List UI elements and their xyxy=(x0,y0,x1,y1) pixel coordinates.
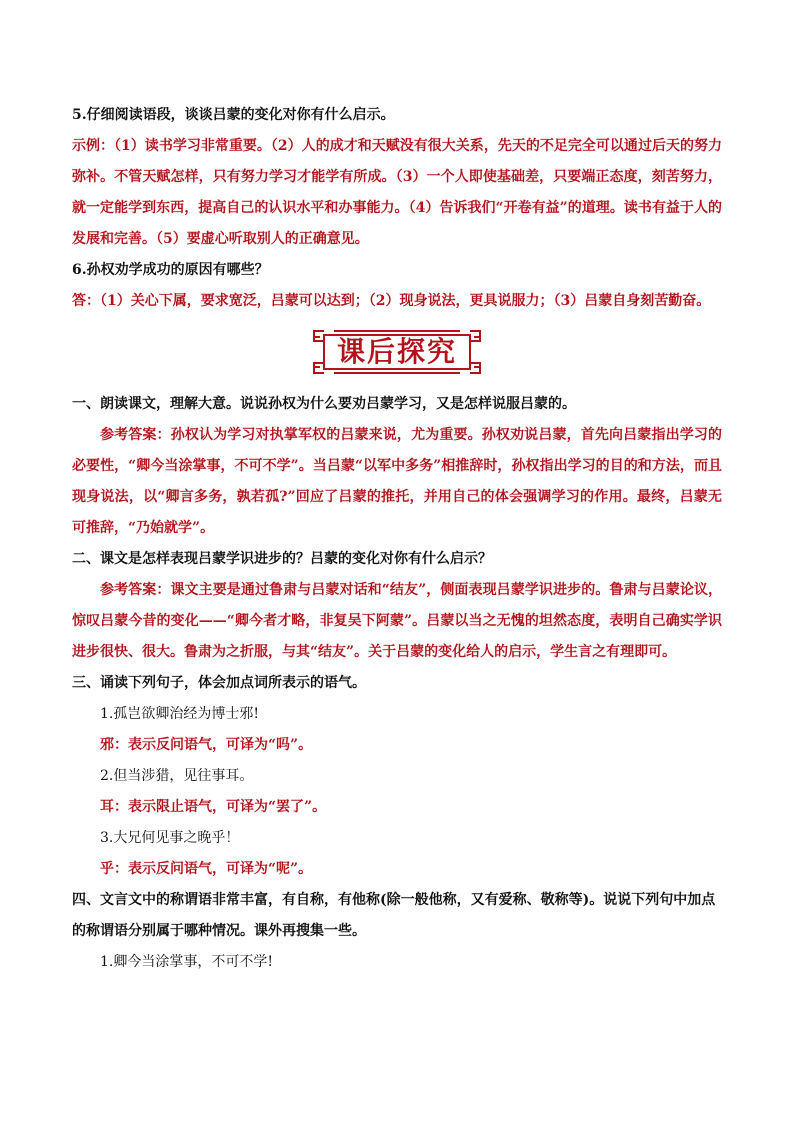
question-6-title: 6.孙权劝学成功的原因有哪些？ xyxy=(72,262,269,278)
document-page xyxy=(72,100,722,978)
section-3-sentence-2: 2.但当涉猎，见往事耳。 xyxy=(100,768,254,784)
banner-title: 课后探究 xyxy=(336,335,457,368)
section-3-sentence-3: 3.大兄何见事之晚乎！ xyxy=(100,830,240,846)
section-banner xyxy=(72,327,722,377)
section-3-answer-2: 耳：表示限止语气，可译为“罢了”。 xyxy=(100,799,327,815)
question-5-title: 5.仔细阅读语段，谈谈吕蒙的变化对你有什么启示。 xyxy=(72,107,395,123)
section-3-title: 三、诵读下列句子，体会加点词所表示的语气。 xyxy=(72,675,366,691)
section-1-title: 一、朗读课文，理解大意。说说孙权为什么要劝吕蒙学习，又是怎样说服吕蒙的。 xyxy=(72,396,576,412)
section-3-answer-3: 乎：表示反问语气，可译为“呢”。 xyxy=(100,861,313,877)
section-2-title: 二、课文是怎样表现吕蒙学识进步的？吕蒙的变化对你有什么启示？ xyxy=(72,551,492,567)
section-2-answer: 参考答案：课文主要是通过鲁肃与吕蒙对话和“结友”，侧面表现吕蒙学识进步的。鲁肃与吕蒙论议，惊叹吕蒙今昔的变化——“卿今者才略，非复吴下阿蒙”。吕蒙以当之无愧的坦然态度，表明自己确实学识进步很快、很大。鲁肃为之折服，与其“结友”。关于吕蒙的变化给人的启示，学生言之有理即可。 xyxy=(72,582,722,660)
section-3-sentence-1: 1.孤岂欲卿治经为博士邪! xyxy=(100,706,259,722)
section-4-title: 四、文言文中的称谓语非常丰富，有自称，有他称(除一般他称，又有爱称、敬称等)。说说下列句中加点的称谓语分别属于哪种情况。课外再搜集一些。 xyxy=(72,892,716,939)
section-3-answer-1: 邪：表示反问语气，可译为“吗”。 xyxy=(100,737,313,753)
section-1-answer: 参考答案：孙权认为学习对执掌军权的吕蒙来说，尤为重要。孙权劝说吕蒙，首先向吕蒙指出学习的必要性，“卿今当涂掌事，不可不学”。当吕蒙“以军中多务”相推辞时，孙权指出学习的目的和方法，而且现身说法，以“卿言多务，孰若孤?”回应了吕蒙的推托，并用自己的体会强调学习的作用。最终，吕蒙无可推辞，“乃始就学”。 xyxy=(72,427,722,536)
question-5-answer: 示例：（1）读书学习非常重要。（2）人的成才和天赋没有很大关系，先天的不足完全可以通过后天的努力弥补。不管天赋怎样，只有努力学习才能学有所成。（3）一个人即使基础差，只要端正态度，刻苦努力，就一定能学到东西，提高自己的认识水平和办事能力。（4）告诉我们“开卷有益”的道理。读书有益于人的发展和完善。（5）要虚心听取别人的正确意见。 xyxy=(72,138,722,247)
question-6-answer: 答：（1）关心下属，要求宽泛，吕蒙可以达到；（2）现身说法，更具说服力；（3）吕蒙自身刻苦勤奋。 xyxy=(72,293,711,309)
banner-frame xyxy=(310,327,484,377)
section-4-sentence-1: 1.卿今当涂掌事，不可不学! xyxy=(100,954,273,970)
